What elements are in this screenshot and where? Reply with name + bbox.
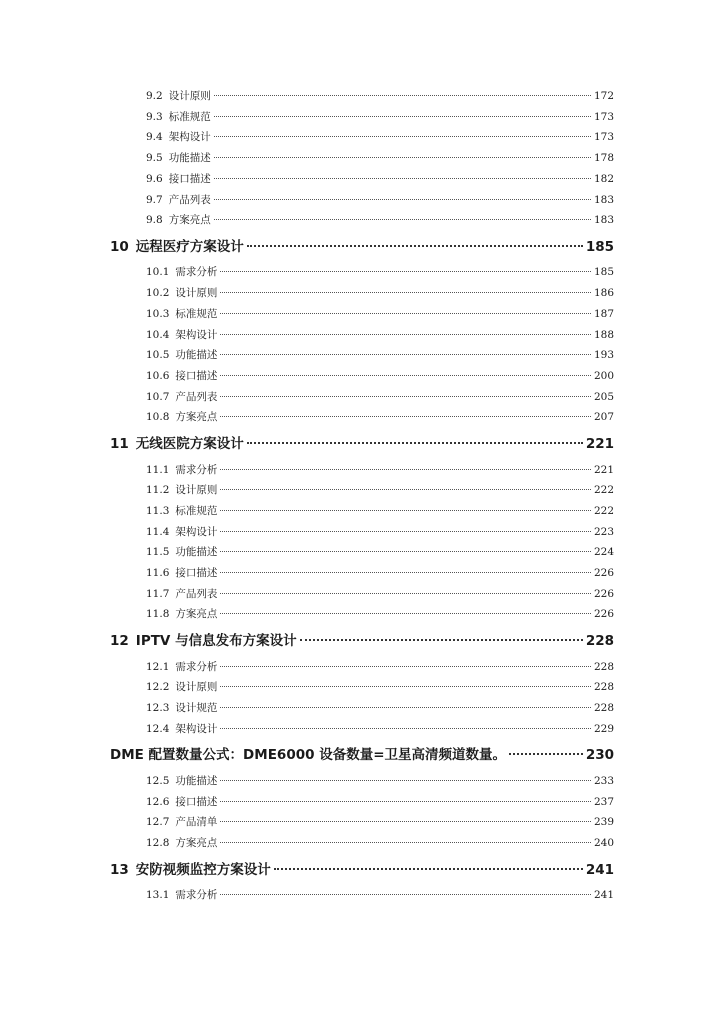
toc-entry-page-number: 185 [593,266,614,279]
toc-entry-title: 架构设计 [168,131,211,144]
toc-entry-number: 10.2 [146,287,170,300]
toc-entry-number: 10.5 [146,349,170,362]
toc-entry-title: 接口描述 [175,369,218,382]
toc-entry-title: 需求分析 [175,463,218,476]
dot-leader [220,894,591,895]
toc-section-entry[interactable] [146,722,614,736]
toc-entry-page-number: 173 [593,131,614,144]
toc-entry-title: 功能描述 [175,546,218,559]
toc-entry-title: 产品列表 [175,390,218,403]
toc-entry-number: 9.3 [146,110,163,123]
toc-section-entry[interactable] [146,89,614,103]
dot-leader [220,728,591,729]
toc-entry-page-number: 228 [593,660,614,673]
toc-entry-title: 需求分析 [175,266,218,279]
dot-leader [214,219,591,220]
toc-entry-title: DME 配置数量公式：DME6000 设备数量=卫星高清频道数量。 [110,747,507,764]
dot-leader [220,510,591,511]
toc-entry-title: 需求分析 [175,889,218,902]
toc-entry-number: 11.1 [146,463,170,476]
dot-leader [509,753,583,755]
toc-entry-page-number: 183 [593,214,614,227]
toc-entry-title: 标准规范 [168,110,211,123]
toc-entry-number: 11.8 [146,608,170,621]
toc-section-entry[interactable] [146,815,614,829]
toc-entry-number: 10.6 [146,369,170,382]
toc-entry-page-number: 187 [593,307,614,320]
toc-section-entry[interactable] [146,213,614,227]
toc-entry-number: 10.1 [146,266,170,279]
toc-entry-number: 12.1 [146,660,170,673]
toc-entry-title: 安防视频监控方案设计 [135,861,271,878]
dot-leader [220,313,591,314]
toc-entry-page-number: 229 [593,722,614,735]
toc-entry-title: 产品清单 [175,816,218,829]
toc-section-entry[interactable] [146,607,614,621]
toc-section-entry[interactable] [146,660,614,674]
toc-entry-page-number: 239 [593,816,614,829]
dot-leader [220,686,591,687]
toc-entry-number: 9.5 [146,152,163,165]
toc-section-entry[interactable] [146,525,614,539]
toc-entry-page-number: 241 [593,889,614,902]
dot-leader [220,666,591,667]
toc-entry-title: 设计原则 [175,484,218,497]
dot-leader [220,593,591,594]
toc-entry-title: 架构设计 [175,722,218,735]
toc-entry-page-number: 226 [593,608,614,621]
toc-section-entry[interactable] [146,701,614,715]
toc-entry-number: 12.6 [146,795,170,808]
toc-section-entry[interactable] [146,888,614,902]
toc-entry-page-number: 240 [593,837,614,849]
dot-leader [220,469,591,470]
toc-entry-page-number: 222 [593,504,614,517]
dot-leader [214,116,591,117]
dot-leader [214,95,591,96]
toc-section-entry[interactable] [146,328,614,342]
toc-entry-page-number: 193 [593,349,614,362]
toc-entry-page-number: 172 [593,90,614,102]
dot-leader [220,292,591,293]
toc-entry-number: 11.4 [146,525,170,538]
dot-leader [300,639,583,641]
toc-entry-number: 12.5 [146,774,170,787]
toc-entry-title: 产品列表 [168,193,211,206]
toc-entry-number: 9.2 [146,90,163,102]
toc-entry-page-number: 233 [593,774,614,787]
toc-section-entry[interactable] [146,463,614,477]
toc-section-entry[interactable] [146,680,614,694]
toc-entry-title: 架构设计 [175,328,218,341]
toc-entry-page-number: 173 [593,110,614,123]
toc-entry-number: 11.3 [146,504,170,517]
toc-entry-page-number: 241 [585,861,614,878]
toc-entry-page-number: 186 [593,287,614,300]
toc-entry-title: 接口描述 [175,795,218,808]
toc-entry-page-number: 226 [593,567,614,579]
toc-section-entry[interactable] [146,545,614,559]
toc-section-entry[interactable] [146,151,614,165]
toc-entry-page-number: 222 [593,484,614,497]
toc-entry-number: 9.8 [146,214,163,227]
toc-entry-number: 11.6 [146,567,170,579]
toc-entry-title: 无线医院方案设计 [135,436,244,452]
toc-section-entry[interactable] [146,410,614,424]
toc-section-entry[interactable] [146,193,614,207]
toc-entry-title: 功能描述 [175,774,218,787]
dot-leader [220,780,591,781]
toc-entry-number: 10.8 [146,411,170,424]
toc-entry-number: 11.5 [146,546,170,559]
toc-section-entry[interactable] [146,348,614,362]
dot-leader [220,416,591,417]
dot-leader [214,199,591,200]
toc-entry-title: 方案亮点 [175,837,218,849]
toc-entry-page-number: 237 [593,795,614,808]
toc-entry-number: 11.2 [146,484,170,497]
dot-leader [214,136,591,137]
dot-leader [220,801,591,802]
toc-entry-number: 13.1 [146,889,170,902]
toc-entry-page-number: 205 [593,390,614,403]
toc-entry-number: 10.3 [146,307,170,320]
toc-entry-page-number: 183 [593,193,614,206]
toc-section-entry[interactable] [146,390,614,404]
toc-entry-number: 13 [110,861,129,878]
dot-leader [220,572,591,573]
toc-entry-title: 产品列表 [175,587,218,600]
dot-leader [220,489,591,490]
toc-chapter-entry[interactable] [110,746,614,764]
toc-entry-number: 10.7 [146,390,170,403]
toc-section-entry[interactable] [146,483,614,497]
toc-entry-number: 10.4 [146,328,170,341]
toc-entry-number: 10 [110,238,129,255]
toc-entry-title: 功能描述 [168,152,211,165]
dot-leader [220,821,591,822]
toc-entry-page-number: 207 [593,411,614,424]
toc-entry-page-number: 224 [593,546,614,559]
toc-section-entry[interactable] [146,110,614,124]
toc-entry-page-number: 221 [585,436,614,452]
toc-entry-page-number: 230 [585,747,614,764]
toc-entry-title: IPTV 与信息发布方案设计 [135,633,297,650]
toc-section-entry[interactable] [146,307,614,321]
toc-entry-page-number: 185 [585,238,614,255]
toc-entry-title: 功能描述 [175,349,218,362]
toc-section-entry[interactable] [146,130,614,144]
toc-section-entry[interactable] [146,369,614,383]
toc-entry-page-number: 226 [593,587,614,600]
toc-entry-title: 需求分析 [175,660,218,673]
dot-leader [274,868,583,870]
toc-section-entry[interactable] [146,795,614,809]
toc-entry-title: 方案亮点 [168,214,211,227]
dot-leader [220,842,591,843]
toc-entry-title: 方案亮点 [175,411,218,424]
dot-leader [220,531,591,532]
toc-entry-title: 设计原则 [175,681,218,694]
toc-entry-number: 11.7 [146,587,170,600]
toc-section-entry[interactable] [146,286,614,300]
toc-entry-page-number: 228 [593,702,614,714]
toc-entry-number: 9.6 [146,172,163,185]
toc-entry-title: 标准规范 [175,504,218,517]
toc-entry-number: 12.3 [146,702,170,714]
toc-entry-title: 方案亮点 [175,608,218,621]
toc-entry-title: 设计原则 [168,90,211,102]
toc-entry-page-number: 178 [593,152,614,165]
dot-leader [220,334,591,335]
toc-section-entry[interactable] [146,774,614,788]
toc-entry-page-number: 221 [593,463,614,476]
toc-entry-title: 架构设计 [175,525,218,538]
toc-chapter-entry[interactable] [110,238,614,256]
toc-entry-title: 设计规范 [175,702,218,714]
toc-entry-number: 12 [110,633,129,650]
toc-section-entry[interactable] [146,172,614,186]
dot-leader [220,354,591,355]
toc-entry-page-number: 200 [593,369,614,382]
toc-entry-page-number: 188 [593,328,614,341]
dot-leader [247,245,583,247]
toc-entry-page-number: 223 [593,525,614,538]
toc-entry-page-number: 228 [585,633,614,650]
toc-chapter-entry[interactable] [110,861,614,879]
dot-leader [220,707,591,708]
dot-leader [214,178,591,179]
toc-section-entry[interactable] [146,566,614,580]
dot-leader [220,375,591,376]
toc-section-entry[interactable] [146,587,614,601]
dot-leader [220,396,591,397]
toc-entry-number: 11 [110,436,129,452]
toc-chapter-entry[interactable] [110,632,614,650]
toc-chapter-entry[interactable] [110,435,614,453]
dot-leader [214,157,591,158]
toc-section-entry[interactable] [146,265,614,279]
toc-entry-title: 接口描述 [175,567,218,579]
toc-entry-number: 12.2 [146,681,170,694]
toc-entry-title: 设计原则 [175,287,218,300]
toc-entry-number: 9.4 [146,131,163,144]
toc-entry-number: 9.7 [146,193,163,206]
dot-leader [220,551,591,552]
dot-leader [247,442,583,444]
toc-entry-page-number: 182 [593,172,614,185]
toc-section-entry[interactable] [146,504,614,518]
dot-leader [220,271,591,272]
dot-leader [220,613,591,614]
toc-entry-title: 远程医疗方案设计 [135,238,244,255]
toc-entry-number: 12.8 [146,837,170,849]
toc-entry-title: 接口描述 [168,172,211,185]
toc-entry-number: 12.4 [146,722,170,735]
toc-entry-number: 12.7 [146,816,170,829]
toc-entry-page-number: 228 [593,681,614,694]
toc-section-entry[interactable] [146,836,614,850]
toc-entry-title: 标准规范 [175,307,218,320]
